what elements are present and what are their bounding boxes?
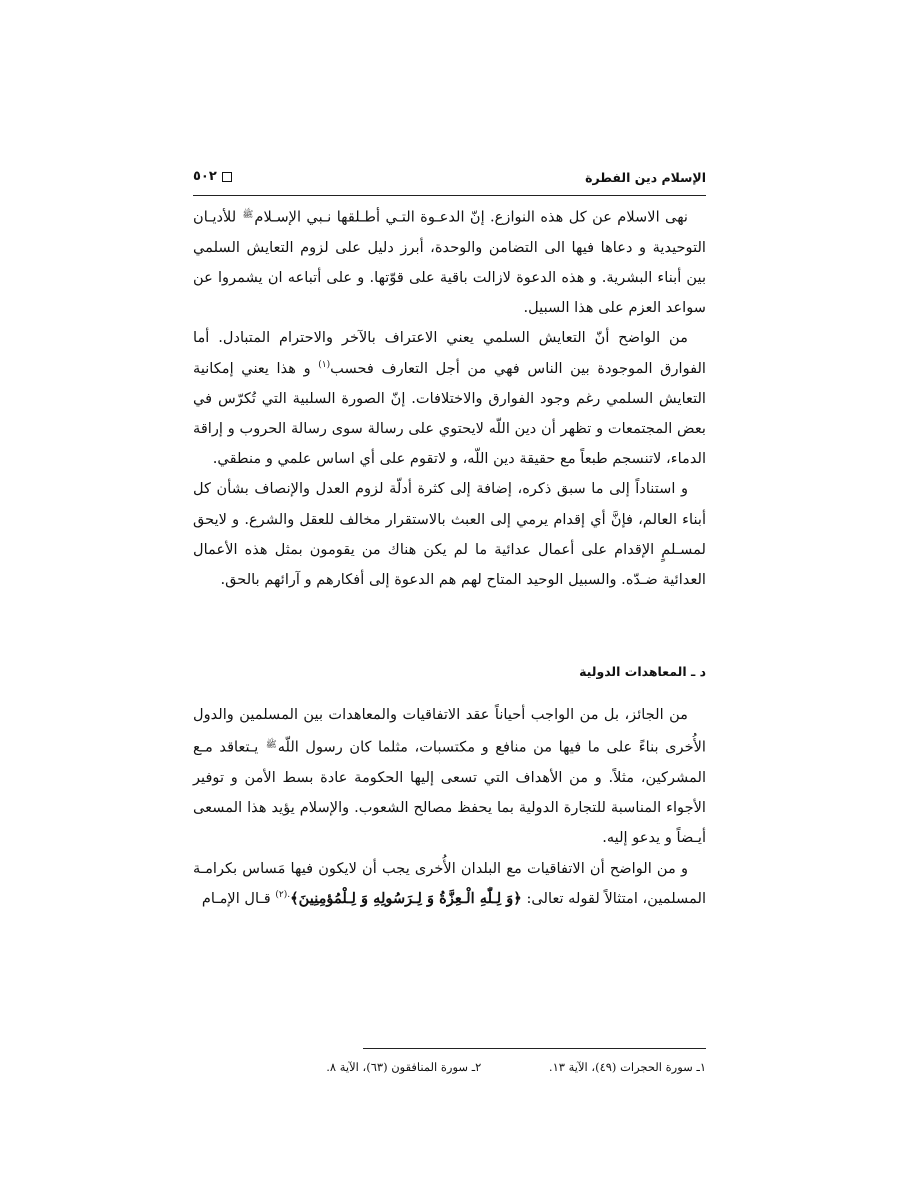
header-rule <box>193 195 706 196</box>
paragraph <box>193 200 706 323</box>
square-box-icon <box>222 172 232 182</box>
honorific-mark: ﷺ <box>265 740 277 751</box>
paragraph <box>193 854 706 914</box>
paragraph-text: من الجائز، بل من الواجب أحياناً عقد الاتفاقيات والمعاهدات بين المسلمين والدول الأُخرى بناءً على ما فيها من منافع و مكتسبات، مثلما كان رسول اللّه <box>193 706 706 756</box>
footnote-1: ١ـ سورة الحجرات (٤٩)، الآية ١٣. <box>548 1060 706 1074</box>
running-header <box>193 168 706 192</box>
paragraph <box>193 700 706 854</box>
footnote-rule <box>363 1048 706 1049</box>
honorific-mark: ﷺ <box>242 210 254 220</box>
section-1-body <box>193 200 706 595</box>
footnote-ref[interactable]: .(٢) <box>275 889 291 900</box>
quran-verse: ﴿وَ لِـلّٰهِ الْـعِزَّةُ وَ لِـرَسُولِهِ وَ لِـلْمُؤمِنِينَ﴾ <box>290 889 522 907</box>
paragraph-text: من الواضح أنّ التعايش السلمي يعني الاعتراف بالآخر والاحترام المتبادل. أما الفوارق الموجودة بين الناس فهي من أجل التعارف فحسب <box>193 329 706 377</box>
section-2-body <box>193 700 706 914</box>
running-title: الإسلام دين الفطرة <box>585 170 706 185</box>
page-number: ٥٠٢ <box>193 169 217 184</box>
paragraph <box>193 323 706 474</box>
paragraph-text: و من الواضح أن الاتفاقيات مع البلدان الأُخرى يجب أن لايكون فيها مَساس بكرامـة المسلمين، امتثالاً لقوله تعالى: <box>193 859 706 907</box>
paragraph-text: يـتعاقد مـع المشركين، مثلاً. و من الأهداف التي تسعى إليها الحكومة عادة بسط الأمن و توفير الأجواء المناسبة للتجارة الدولية بما يحفظ مصالح الشعوب. والإسلام يؤيد هذا المسعى أيـضاً و يدعو إليه. <box>193 738 706 847</box>
paragraph-text: نهى الاسلام عن كل هذه النوازع. إنّ الدعـوة التـي أطـلقها نـبي الإسـلام <box>254 208 688 226</box>
paragraph: و استناداً إلى ما سبق ذكره، إضافة إلى كثرة أدلّة لزوم العدل والإنصاف بشأن كل أبناء العالم، فإنَّ أي إقدام يرمي إلى العبث بالاستقرار مخالف للعقل والشرع. و لايحق لمسـلمٍ الإقدام على أعمال عدائية ما لم يكن هناك من يقومون بمثل هذه الأعمال العدائية ضـدّه. والسبيل الوحيد المتاح لهم هم الدعوة إلى أفكارهم و آرائهم بالحق. <box>193 480 706 588</box>
footnotes <box>193 1060 706 1074</box>
page-number-group <box>193 169 232 184</box>
section-heading: د ـ المعاهدات الدولية <box>579 664 706 679</box>
footnote-ref[interactable]: (١) <box>318 359 331 370</box>
footnote-2: ٢ـ سورة المنافقون (٦٣)، الآية ٨. <box>326 1060 482 1074</box>
paragraph-text: للأديـان التوحيدية و دعاها فيها الى التضامن والوحدة، أبرز دليل على لزوم التعايش السلمي بين أبناء البشرية. و هذه الدعوة لازالت باقية على قوّتها. و على أتباعه ان يشمروا عن سواعد العزم على هذا السبيل. <box>193 208 706 317</box>
paragraph-text: قـال الإمـام <box>201 889 276 907</box>
paragraph-text: و هذا يعني إمكانية التعايش السلمي رغم وجود الفوارق والاختلافات. إنّ الصورة السلبية التي تُكرّس في بعض المجتمعات و تظهر أن دين اللّه لايحتوي على رسالة سوى رسالة الحروب و إراقة الدماء، لاتنسجم طبعاً مع حقيقة دين اللّه، و لاتقوم على أي اساس علمي و منطقي. <box>193 359 706 468</box>
